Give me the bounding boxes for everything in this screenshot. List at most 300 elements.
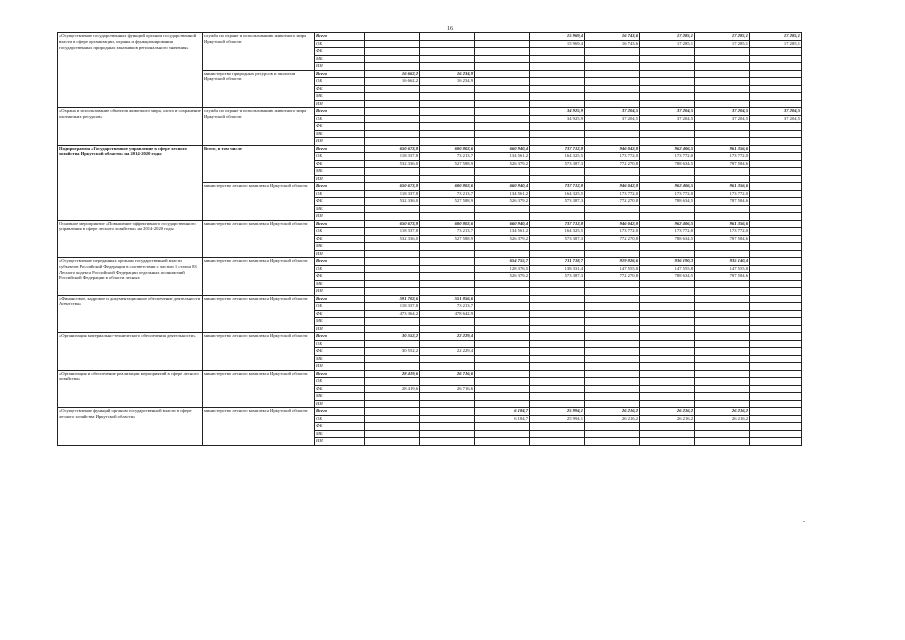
amount-cell: 26 216,2 xyxy=(695,415,750,423)
amount-cell xyxy=(695,303,750,311)
amount-cell xyxy=(695,355,750,363)
amount-cell: 30 552,2 xyxy=(365,348,420,356)
amount-cell xyxy=(475,340,530,348)
funding-source-cell: ФБ xyxy=(315,423,365,431)
amount-cell xyxy=(420,423,475,431)
program-name-cell: «Осуществление государственных функций органом государственной власти в сфере организации, охраны и функционирования государственных природных заказников регионального значения» xyxy=(58,33,203,108)
amount-cell xyxy=(420,393,475,401)
funding-source-cell: Всего xyxy=(315,33,365,41)
amount-cell xyxy=(750,265,802,273)
amount-cell: 527 588,9 xyxy=(420,235,475,243)
amount-cell xyxy=(530,325,585,333)
amount-cell xyxy=(695,123,750,131)
amount-cell xyxy=(750,183,802,191)
funding-source-cell: МБ xyxy=(315,393,365,401)
amount-cell: 173 772,0 xyxy=(695,228,750,236)
executor-cell: Всего, в том числе xyxy=(203,145,315,183)
amount-cell xyxy=(365,258,420,266)
amount-cell xyxy=(750,400,802,408)
amount-cell: 134 561,2 xyxy=(475,190,530,198)
amount-cell: 532 336,0 xyxy=(365,160,420,168)
program-name-cell: «Финансовое, кадровое и документационное обеспечение деятельности Агентства» xyxy=(58,295,203,333)
amount-cell xyxy=(585,393,640,401)
amount-cell xyxy=(475,318,530,326)
amount-cell xyxy=(530,70,585,78)
amount-cell xyxy=(695,295,750,303)
amount-cell: 526 379,2 xyxy=(475,273,530,281)
funding-source-cell: ОБ xyxy=(315,378,365,386)
executor-cell: министерство лесного комплекса Иркутской области xyxy=(203,183,315,221)
amount-cell xyxy=(750,250,802,258)
funding-source-cell: ОБ xyxy=(315,340,365,348)
amount-cell xyxy=(365,363,420,371)
amount-cell xyxy=(695,100,750,108)
amount-cell: 147 555,8 xyxy=(585,265,640,273)
amount-cell xyxy=(365,40,420,48)
amount-cell xyxy=(750,100,802,108)
amount-cell xyxy=(640,70,695,78)
amount-cell: 650 673,8 xyxy=(365,145,420,153)
amount-cell xyxy=(365,430,420,438)
funding-source-cell: ФБ xyxy=(315,273,365,281)
amount-cell xyxy=(695,213,750,221)
amount-cell xyxy=(640,355,695,363)
amount-cell xyxy=(475,138,530,146)
amount-cell xyxy=(585,363,640,371)
amount-cell xyxy=(750,318,802,326)
amount-cell xyxy=(695,280,750,288)
amount-cell: 26 216,2 xyxy=(585,415,640,423)
amount-cell: 527 588,9 xyxy=(420,198,475,206)
executor-cell: министерство лесного комплекса Иркутской области xyxy=(203,370,315,408)
funding-source-cell: ИИ xyxy=(315,138,365,146)
amount-cell: 73 213,7 xyxy=(420,190,475,198)
amount-cell xyxy=(475,423,530,431)
amount-cell: 660 940,4 xyxy=(475,183,530,191)
amount-cell xyxy=(530,138,585,146)
amount-cell: 654 755,7 xyxy=(475,258,530,266)
amount-cell xyxy=(695,348,750,356)
amount-cell: 73 213,7 xyxy=(420,228,475,236)
amount-cell: 138 331,4 xyxy=(530,265,585,273)
amount-cell: 526 379,2 xyxy=(475,160,530,168)
amount-cell xyxy=(475,288,530,296)
amount-cell: 650 673,8 xyxy=(365,183,420,191)
amount-cell xyxy=(365,63,420,71)
amount-cell: 473 364,2 xyxy=(365,310,420,318)
amount-cell xyxy=(640,48,695,56)
amount-cell: 37 204,5 xyxy=(695,115,750,123)
amount-cell xyxy=(585,130,640,138)
executor-cell: министерство лесного комплекса Иркутской области xyxy=(203,295,315,333)
amount-cell xyxy=(695,325,750,333)
amount-cell xyxy=(750,430,802,438)
amount-cell: 16 234,9 xyxy=(420,78,475,86)
amount-cell xyxy=(530,100,585,108)
amount-cell xyxy=(475,303,530,311)
amount-cell xyxy=(365,340,420,348)
budget-table xyxy=(57,32,802,446)
amount-cell xyxy=(585,48,640,56)
amount-cell xyxy=(750,138,802,146)
amount-cell xyxy=(365,438,420,446)
amount-cell: 600 802,6 xyxy=(420,183,475,191)
amount-cell xyxy=(695,370,750,378)
funding-source-cell: ОБ xyxy=(315,190,365,198)
amount-cell: 16 743,6 xyxy=(585,33,640,41)
amount-cell xyxy=(530,370,585,378)
funding-source-cell: Всего xyxy=(315,258,365,266)
amount-cell xyxy=(420,138,475,146)
amount-cell xyxy=(750,160,802,168)
amount-cell xyxy=(750,355,802,363)
amount-cell: 128 376,5 xyxy=(475,265,530,273)
program-name-cell: «Осуществление функций органом государственной власти в сфере лесного хозяйства Иркутской области» xyxy=(58,408,203,446)
amount-cell: 15 969,4 xyxy=(530,33,585,41)
amount-cell xyxy=(420,168,475,176)
program-name-cell: «Организация и обеспечение реализации мероприятий в сфере лесного хозяйства» xyxy=(58,370,203,408)
amount-cell xyxy=(530,123,585,131)
amount-cell xyxy=(640,348,695,356)
amount-cell xyxy=(530,250,585,258)
funding-source-cell: МБ xyxy=(315,430,365,438)
amount-cell xyxy=(475,115,530,123)
amount-cell xyxy=(475,108,530,116)
amount-cell xyxy=(475,348,530,356)
amount-cell: 118 337,8 xyxy=(365,153,420,161)
amount-cell: 16 234,9 xyxy=(420,70,475,78)
amount-cell xyxy=(365,93,420,101)
amount-cell xyxy=(530,168,585,176)
amount-cell: 118 337,8 xyxy=(365,190,420,198)
amount-cell xyxy=(750,220,802,228)
amount-cell xyxy=(365,205,420,213)
amount-cell: 17 285,1 xyxy=(640,40,695,48)
amount-cell: 73 213,7 xyxy=(420,303,475,311)
amount-cell: 173 772,0 xyxy=(640,153,695,161)
funding-source-cell: ОБ xyxy=(315,78,365,86)
amount-cell xyxy=(695,48,750,56)
amount-cell: 788 634,5 xyxy=(640,198,695,206)
amount-cell xyxy=(475,243,530,251)
amount-cell xyxy=(695,288,750,296)
amount-cell: 37 204,5 xyxy=(585,108,640,116)
edge-mark: - xyxy=(803,519,805,525)
amount-cell xyxy=(640,213,695,221)
amount-cell xyxy=(585,55,640,63)
amount-cell xyxy=(530,340,585,348)
amount-cell xyxy=(585,333,640,341)
amount-cell xyxy=(420,430,475,438)
amount-cell xyxy=(420,48,475,56)
amount-cell xyxy=(475,438,530,446)
amount-cell: 788 634,5 xyxy=(640,160,695,168)
amount-cell xyxy=(695,385,750,393)
amount-cell xyxy=(365,55,420,63)
amount-cell xyxy=(420,408,475,416)
amount-cell xyxy=(695,333,750,341)
amount-cell: 16 662,2 xyxy=(365,70,420,78)
table-row xyxy=(58,408,802,416)
executor-cell: служба по охране и использованию животного мира Иркутской области xyxy=(203,33,315,71)
amount-cell xyxy=(695,393,750,401)
amount-cell xyxy=(475,70,530,78)
amount-cell xyxy=(475,100,530,108)
amount-cell xyxy=(530,303,585,311)
amount-cell xyxy=(365,115,420,123)
funding-source-cell: ИИ xyxy=(315,175,365,183)
amount-cell: 573 387,3 xyxy=(530,273,585,281)
amount-cell xyxy=(585,310,640,318)
amount-cell: 17 285,1 xyxy=(750,40,802,48)
amount-cell xyxy=(750,288,802,296)
amount-cell xyxy=(530,48,585,56)
amount-cell xyxy=(640,55,695,63)
amount-cell xyxy=(585,138,640,146)
amount-cell xyxy=(640,310,695,318)
amount-cell xyxy=(640,385,695,393)
amount-cell: 26 216,2 xyxy=(585,408,640,416)
amount-cell: 573 387,3 xyxy=(530,235,585,243)
amount-cell: 919 826,6 xyxy=(585,258,640,266)
amount-cell: 173 772,0 xyxy=(695,153,750,161)
funding-source-cell: МБ xyxy=(315,130,365,138)
amount-cell: 173 772,0 xyxy=(695,190,750,198)
amount-cell xyxy=(475,325,530,333)
amount-cell xyxy=(640,325,695,333)
amount-cell xyxy=(750,415,802,423)
amount-cell: 935 140,4 xyxy=(695,258,750,266)
amount-cell: 591 702,6 xyxy=(365,295,420,303)
amount-cell xyxy=(475,130,530,138)
amount-cell: 527 588,9 xyxy=(420,160,475,168)
amount-cell: 34 925,9 xyxy=(530,108,585,116)
funding-source-cell: МБ xyxy=(315,355,365,363)
amount-cell xyxy=(750,325,802,333)
amount-cell xyxy=(750,85,802,93)
amount-cell xyxy=(365,33,420,41)
amount-cell xyxy=(750,198,802,206)
amount-cell xyxy=(365,108,420,116)
amount-cell: 37 204,5 xyxy=(695,108,750,116)
amount-cell xyxy=(420,205,475,213)
amount-cell: 164 325,5 xyxy=(530,190,585,198)
amount-cell: 936 190,3 xyxy=(640,258,695,266)
amount-cell xyxy=(420,280,475,288)
amount-cell xyxy=(530,130,585,138)
amount-cell xyxy=(365,325,420,333)
amount-cell: 962 406,5 xyxy=(640,145,695,153)
table-row xyxy=(58,295,802,303)
amount-cell: 600 802,6 xyxy=(420,220,475,228)
amount-cell xyxy=(585,355,640,363)
amount-cell: 15 969,4 xyxy=(530,40,585,48)
amount-cell xyxy=(750,175,802,183)
amount-cell: 961 356,6 xyxy=(695,220,750,228)
amount-cell: 573 387,3 xyxy=(530,198,585,206)
program-name-cell: «Осуществление переданных органам государственной власти субъектов Российской Федерации в соответствии с частью 1 статьи 83 Лесного кодекса Российской Федерации отдельных полномочий Российской Федерации в области лесных xyxy=(58,258,203,296)
amount-cell xyxy=(695,243,750,251)
amount-cell xyxy=(585,295,640,303)
amount-cell xyxy=(640,280,695,288)
amount-cell xyxy=(640,123,695,131)
amount-cell xyxy=(695,175,750,183)
funding-source-cell: ФБ xyxy=(315,48,365,56)
amount-cell xyxy=(420,33,475,41)
executor-cell: министерство лесного комплекса Иркутской области xyxy=(203,333,315,371)
amount-cell xyxy=(420,265,475,273)
amount-cell xyxy=(750,408,802,416)
amount-cell xyxy=(420,400,475,408)
amount-cell xyxy=(750,423,802,431)
funding-source-cell: ОБ xyxy=(315,153,365,161)
amount-cell: 478 642,9 xyxy=(420,310,475,318)
amount-cell xyxy=(640,168,695,176)
amount-cell xyxy=(365,415,420,423)
amount-cell xyxy=(475,378,530,386)
amount-cell xyxy=(530,333,585,341)
amount-cell: 737 712,8 xyxy=(530,183,585,191)
amount-cell xyxy=(750,438,802,446)
amount-cell xyxy=(475,400,530,408)
amount-cell: 946 042,8 xyxy=(585,145,640,153)
amount-cell xyxy=(585,250,640,258)
amount-cell xyxy=(585,438,640,446)
amount-cell xyxy=(750,378,802,386)
amount-cell xyxy=(365,138,420,146)
amount-cell xyxy=(585,370,640,378)
amount-cell: 26 216,2 xyxy=(695,408,750,416)
funding-source-cell: Всего xyxy=(315,408,365,416)
amount-cell xyxy=(585,325,640,333)
amount-cell xyxy=(475,40,530,48)
amount-cell: 173 772,0 xyxy=(640,190,695,198)
amount-cell xyxy=(530,423,585,431)
amount-cell xyxy=(530,295,585,303)
amount-cell xyxy=(585,78,640,86)
funding-source-cell: ИИ xyxy=(315,438,365,446)
amount-cell xyxy=(585,175,640,183)
funding-source-cell: МБ xyxy=(315,55,365,63)
amount-cell: 962 406,5 xyxy=(640,220,695,228)
amount-cell xyxy=(585,385,640,393)
table-row xyxy=(58,370,802,378)
amount-cell xyxy=(530,348,585,356)
amount-cell: 526 379,2 xyxy=(475,235,530,243)
amount-cell: 737 712,8 xyxy=(530,145,585,153)
amount-cell: 961 356,6 xyxy=(695,183,750,191)
amount-cell xyxy=(640,318,695,326)
amount-cell xyxy=(695,168,750,176)
amount-cell: 173 772,0 xyxy=(585,153,640,161)
amount-cell: 787 584,6 xyxy=(695,160,750,168)
amount-cell xyxy=(750,363,802,371)
amount-cell xyxy=(420,258,475,266)
amount-cell: 17 285,1 xyxy=(695,33,750,41)
amount-cell xyxy=(365,273,420,281)
amount-cell: 551 856,6 xyxy=(420,295,475,303)
funding-source-cell: ИИ xyxy=(315,400,365,408)
amount-cell: 961 356,6 xyxy=(695,145,750,153)
funding-source-cell: ИИ xyxy=(315,100,365,108)
amount-cell xyxy=(475,123,530,131)
funding-source-cell: ИИ xyxy=(315,250,365,258)
executor-cell: министерство лесного комплекса Иркутской области xyxy=(203,408,315,446)
amount-cell xyxy=(530,280,585,288)
amount-cell xyxy=(420,213,475,221)
funding-source-cell: ОБ xyxy=(315,228,365,236)
funding-source-cell: Всего xyxy=(315,183,365,191)
amount-cell xyxy=(420,100,475,108)
amount-cell xyxy=(695,340,750,348)
amount-cell xyxy=(640,138,695,146)
amount-cell: 30 552,2 xyxy=(365,333,420,341)
amount-cell xyxy=(750,70,802,78)
amount-cell xyxy=(695,378,750,386)
amount-cell xyxy=(750,55,802,63)
amount-cell xyxy=(585,280,640,288)
amount-cell xyxy=(640,243,695,251)
amount-cell: 737 712,8 xyxy=(530,220,585,228)
amount-cell xyxy=(420,63,475,71)
amount-cell: 173 772,0 xyxy=(585,190,640,198)
amount-cell xyxy=(695,318,750,326)
amount-cell: 6 184,7 xyxy=(475,415,530,423)
amount-cell xyxy=(475,363,530,371)
amount-cell xyxy=(475,430,530,438)
amount-cell xyxy=(585,123,640,131)
amount-cell xyxy=(585,303,640,311)
funding-source-cell: ОБ xyxy=(315,40,365,48)
amount-cell: 787 584,6 xyxy=(695,198,750,206)
amount-cell xyxy=(365,355,420,363)
amount-cell xyxy=(365,423,420,431)
amount-cell xyxy=(530,363,585,371)
amount-cell xyxy=(530,175,585,183)
amount-cell xyxy=(530,310,585,318)
funding-source-cell: МБ xyxy=(315,205,365,213)
amount-cell: 787 584,6 xyxy=(695,273,750,281)
program-name-cell: Подпрограмма «Государственное управление в сфере лесного хозяйства Иркутской области» на 2014-2020 годы xyxy=(58,145,203,220)
amount-cell xyxy=(750,385,802,393)
amount-cell xyxy=(530,355,585,363)
amount-cell xyxy=(420,438,475,446)
amount-cell xyxy=(640,130,695,138)
amount-cell xyxy=(475,370,530,378)
amount-cell xyxy=(530,205,585,213)
amount-cell xyxy=(640,100,695,108)
amount-cell xyxy=(420,243,475,251)
funding-source-cell: ОБ xyxy=(315,115,365,123)
amount-cell xyxy=(585,430,640,438)
amount-cell xyxy=(420,363,475,371)
amount-cell xyxy=(420,355,475,363)
amount-cell xyxy=(750,303,802,311)
amount-cell xyxy=(475,385,530,393)
amount-cell xyxy=(750,280,802,288)
amount-cell xyxy=(420,40,475,48)
amount-cell xyxy=(750,333,802,341)
executor-cell: министерство лесного комплекса Иркутской области xyxy=(203,258,315,296)
executor-cell: министерство лесного комплекса Иркутской области xyxy=(203,220,315,258)
amount-cell xyxy=(475,355,530,363)
amount-cell xyxy=(585,85,640,93)
funding-source-cell: Всего xyxy=(315,370,365,378)
amount-cell: 26 716,6 xyxy=(420,385,475,393)
amount-cell: 25 994,1 xyxy=(530,415,585,423)
amount-cell xyxy=(640,340,695,348)
program-name-cell: «Охрана и использование объектов животного мира, охота и сохранение охотничьих ресурсов» xyxy=(58,108,203,146)
